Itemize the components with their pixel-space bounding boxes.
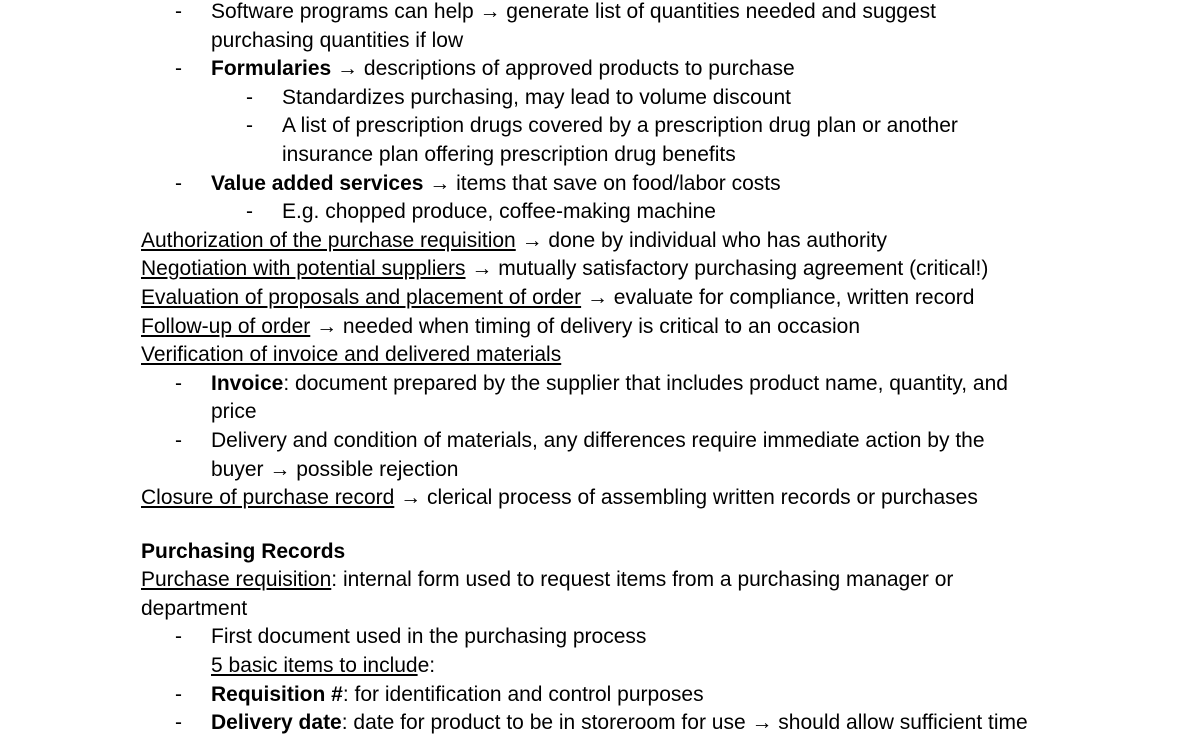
bullet-dash: - <box>246 85 253 109</box>
text-run: : document prepared by the supplier that includes product name, quantity, and <box>283 371 1008 395</box>
text-run: → done by individual who has authority <box>515 228 887 252</box>
bold-term: Requisition # <box>211 682 343 706</box>
bullet-dash: - <box>175 711 182 735</box>
bullet-dash: - <box>175 371 182 395</box>
heading-text: Purchasing Records <box>141 539 346 563</box>
text-line <box>141 595 247 624</box>
text-line <box>141 284 974 313</box>
text-run: price <box>211 400 257 424</box>
text-line <box>211 0 936 27</box>
text-run: insurance plan offering prescription drug benefits <box>282 143 736 166</box>
text-line <box>211 709 1028 738</box>
text-line <box>211 427 985 456</box>
bullet-dash: - <box>175 682 182 706</box>
bold-term: Delivery date <box>211 711 342 735</box>
text-line <box>211 398 257 427</box>
underlined-term: Negotiation with potential suppliers <box>141 257 466 281</box>
text-run: → items that save on food/labor costs <box>423 171 781 195</box>
bullet-dash: - <box>175 625 182 649</box>
text-line <box>141 484 978 513</box>
underlined-term: 5 basic items to includ <box>211 654 418 677</box>
text-line <box>282 141 736 170</box>
text-run: → descriptions of approved products to purchase <box>331 57 795 81</box>
text-line <box>211 370 1008 399</box>
text-line <box>211 170 781 199</box>
text-run: : date for product to be in storeroom for use → should allow sufficient time <box>341 711 1028 735</box>
text-run: buyer → possible rejection <box>211 457 459 481</box>
text-run: Delivery and condition of materials, any differences require immediate action by the <box>211 429 985 452</box>
text-line <box>141 566 953 595</box>
bold-term: Formularies <box>211 57 332 81</box>
bullet-dash: - <box>175 429 182 452</box>
text-line <box>282 112 958 141</box>
text-line <box>282 84 791 113</box>
text-line <box>211 456 458 485</box>
text-line <box>141 255 988 284</box>
text-line <box>282 198 716 227</box>
text-run: → clerical process of assembling written records or purchases <box>394 486 978 510</box>
text-line <box>141 341 561 370</box>
text-line <box>211 623 646 652</box>
text-run: : for identification and control purposes <box>342 682 704 706</box>
text-run: : internal form used to request items from a purchasing manager or <box>331 568 954 592</box>
text-line <box>211 681 704 710</box>
text-run: purchasing quantities if low <box>211 28 464 52</box>
text-line <box>141 227 887 256</box>
text-run: First document used in the purchasing process <box>211 625 647 649</box>
text-line <box>141 313 860 342</box>
bullet-dash: - <box>175 57 182 81</box>
text-run: → mutually satisfactory purchasing agreement (critical!) <box>465 257 989 281</box>
text-run: → evaluate for compliance, written record <box>581 286 975 309</box>
section-heading <box>141 538 345 567</box>
bullet-dash: - <box>175 171 182 195</box>
underlined-term: Purchase requisition <box>141 568 332 592</box>
text-run: Software programs can help → generate list of quantities needed and suggest <box>211 0 936 23</box>
text-line <box>211 27 463 56</box>
underlined-term: Follow-up of order <box>141 314 311 338</box>
underlined-term: Verification of invoice and delivered materials <box>141 343 562 367</box>
text-run: e: <box>417 654 436 677</box>
bold-term: Invoice <box>211 371 284 395</box>
underlined-term: Closure of purchase record <box>141 486 395 510</box>
text-line <box>211 55 795 84</box>
text-run: department <box>141 596 248 620</box>
text-line <box>211 652 435 681</box>
bold-term: Value added services <box>211 171 424 195</box>
bullet-dash: - <box>246 200 253 224</box>
bullet-dash: - <box>175 0 182 23</box>
text-run: → needed when timing of delivery is critical to an occasion <box>310 314 861 338</box>
bullet-dash: - <box>246 114 253 138</box>
underlined-term: Authorization of the purchase requisition <box>141 228 516 252</box>
text-run: E.g. chopped produce, coffee-making machine <box>282 200 716 224</box>
underlined-term: Evaluation of proposals and placement of order <box>141 286 582 309</box>
text-run: A list of prescription drugs covered by a prescription drug plan or another <box>282 114 958 138</box>
text-run: Standardizes purchasing, may lead to volume discount <box>282 85 791 109</box>
